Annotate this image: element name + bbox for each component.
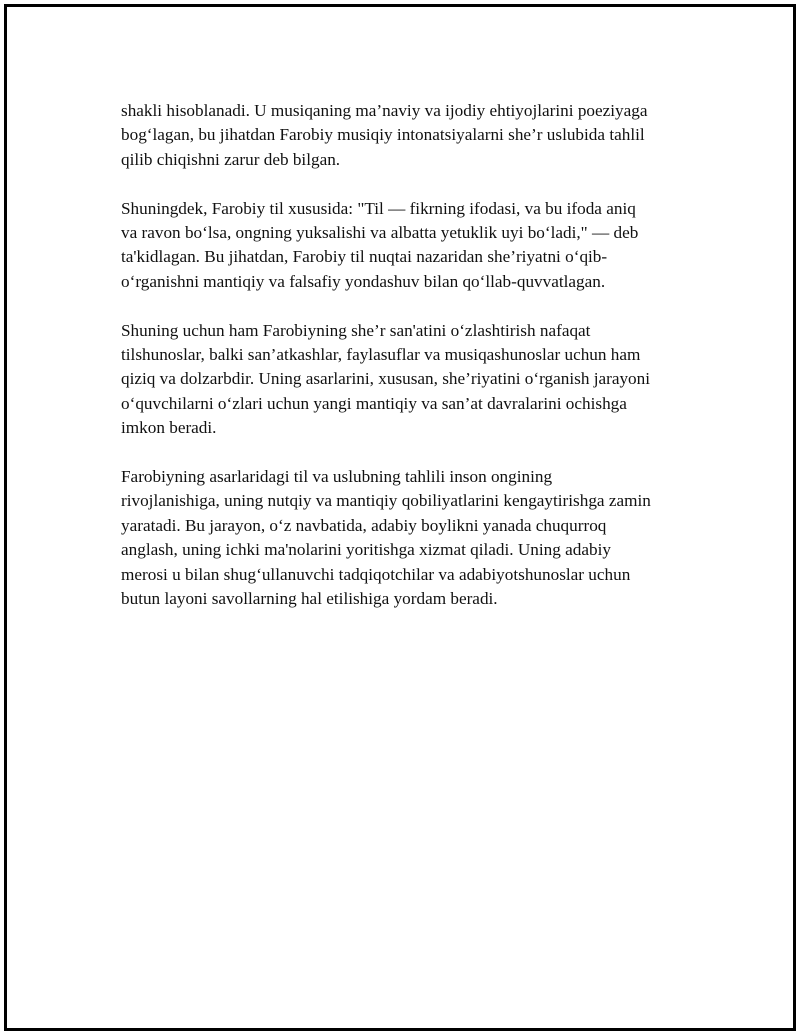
text-line: Farobiyning asarlaridagi til va uslubning tahlili inson ongining — [121, 467, 553, 487]
text-line: Shuningdek, Farobiy til xususida: "Til — fikrning ifodasi, va bu ifoda aniq — [121, 198, 636, 218]
text-line: ta'kidlagan. Bu jihatdan, Farobiy til nuqtai nazaridan she’riyatni o‘qib- — [121, 247, 608, 267]
text-line: va ravon bo‘lsa, ongning yuksalishi va albatta yetuklik uyi bo‘ladi," — deb — [121, 223, 639, 243]
text-line: o‘rganishni mantiqiy va falsafiy yondashuv bilan qo‘llab-quvvatlagan. — [121, 271, 606, 291]
text-line: tilshunoslar, balki san’atkashlar, faylasuflar va musiqashunoslar uchun ham — [121, 345, 641, 365]
text-line: rivojlanishiga, uning nutqiy va mantiqiy qobiliyatlarini kengaytirishga zamin — [121, 491, 651, 511]
paragraph-3 — [121, 319, 701, 441]
text-line: imkon beradi. — [121, 418, 217, 438]
text-line: qiziq va dolzarbdir. Uning asarlarini, xususan, she’riyatini o‘rganish jarayoni — [121, 369, 651, 389]
text-line: anglash, uning ichki ma'nolarini yoritishga xizmat qiladi. Uning adabiy — [121, 540, 611, 560]
text-line: qilib chiqishni zarur deb bilgan. — [121, 149, 341, 169]
paragraph-4 — [121, 465, 701, 611]
page-frame — [4, 4, 796, 1031]
paragraph-2 — [121, 197, 701, 295]
text-line: yaratadi. Bu jarayon, o‘z navbatida, adabiy boylikni yanada chuqurroq — [121, 515, 607, 535]
text-line: Shuning uchun ham Farobiyning she’r san'atini o‘zlashtirish nafaqat — [121, 320, 591, 340]
text-line: o‘quvchilarni o‘zlari uchun yangi mantiqiy va san’at davralarini ochishga — [121, 393, 627, 413]
text-line: bog‘lagan, bu jihatdan Farobiy musiqiy intonatsiyalarni she’r uslubida tahlil — [121, 125, 645, 145]
text-line: butun layoni savollarning hal etilishiga yordam beradi. — [121, 589, 498, 609]
text-line: merosi u bilan shug‘ullanuvchi tadqiqotchilar va adabiyotshunoslar uchun — [121, 564, 631, 584]
document-body — [121, 99, 701, 636]
text-line: shakli hisoblanadi. U musiqaning ma’naviy va ijodiy ehtiyojlarini poeziyaga — [121, 101, 648, 120]
paragraph-1 — [121, 99, 701, 172]
